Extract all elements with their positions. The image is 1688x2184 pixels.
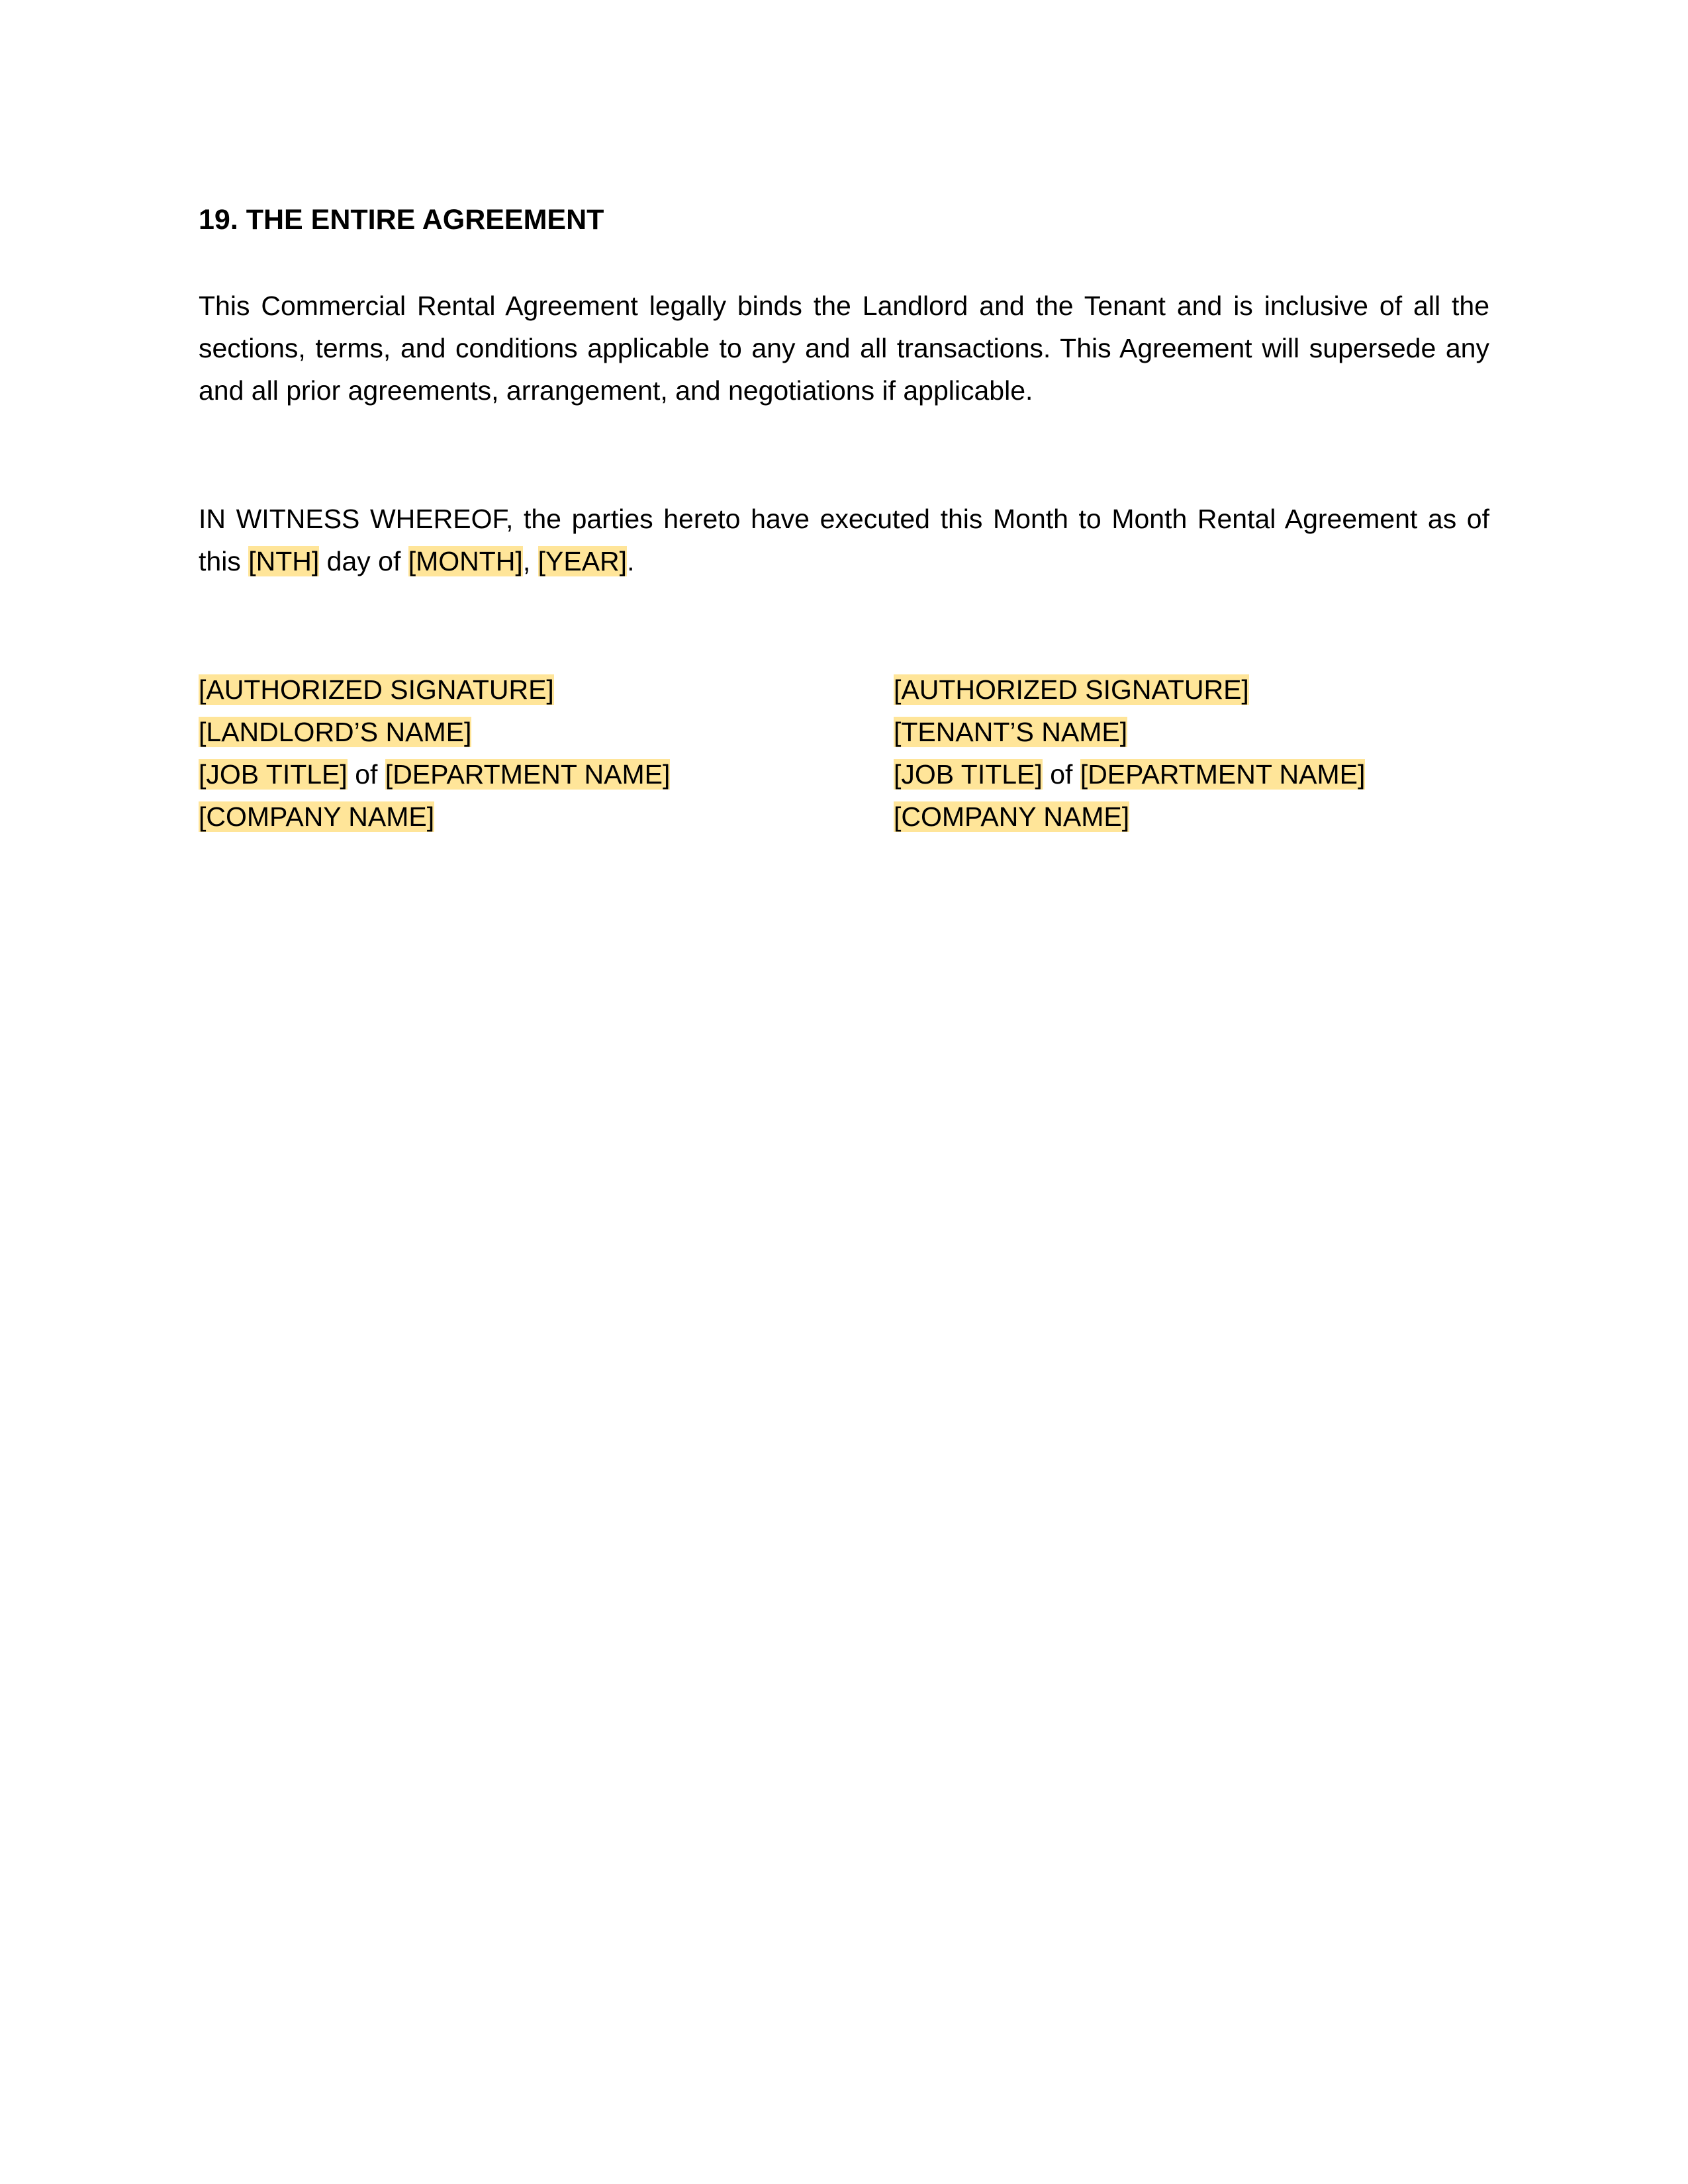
tenant-company-placeholder: [COMPANY NAME] bbox=[894, 801, 1130, 832]
tenant-department-placeholder: [DEPARTMENT NAME] bbox=[1080, 759, 1366, 790]
landlord-department-placeholder: [DEPARTMENT NAME] bbox=[385, 759, 671, 790]
landlord-company-line bbox=[199, 796, 670, 838]
entire-agreement-paragraph: This Commercial Rental Agreement legally binds the Landlord and the Tenant and is inclusive of all the sections, terms, and conditions applicable to any and all transactions. This Agreement will supersede any and all prior agreements, arrangement, and negotiations if applicable. bbox=[199, 291, 1489, 406]
witness-paragraph bbox=[199, 498, 1489, 582]
landlord-name-placeholder: [LANDLORD’S NAME] bbox=[199, 717, 472, 747]
tenant-signature-block bbox=[894, 668, 1365, 838]
landlord-of-text: of bbox=[347, 759, 385, 790]
tenant-name-placeholder: [TENANT’S NAME] bbox=[894, 717, 1128, 747]
section-heading: 19. THE ENTIRE AGREEMENT bbox=[199, 204, 604, 236]
month-placeholder: [MONTH] bbox=[408, 546, 523, 576]
witness-text: IN WITNESS WHEREOF, the parties hereto have executed this Month to Month Rental Agreement as of this bbox=[199, 504, 1489, 576]
tenant-signature-line bbox=[894, 668, 1365, 711]
tenant-name-line bbox=[894, 711, 1365, 753]
landlord-job-title-placeholder: [JOB TITLE] bbox=[199, 759, 348, 790]
landlord-signature-line bbox=[199, 668, 670, 711]
year-placeholder: [YEAR] bbox=[538, 546, 628, 576]
witness-text-end: . bbox=[627, 546, 635, 576]
landlord-name-line bbox=[199, 711, 670, 753]
tenant-job-title-placeholder: [JOB TITLE] bbox=[894, 759, 1043, 790]
witness-text-comma: , bbox=[522, 546, 538, 576]
landlord-signature-block bbox=[199, 668, 670, 838]
tenant-of-text: of bbox=[1042, 759, 1080, 790]
day-placeholder: [NTH] bbox=[248, 546, 320, 576]
landlord-company-placeholder: [COMPANY NAME] bbox=[199, 801, 435, 832]
witness-text-day-of: day of bbox=[319, 546, 408, 576]
tenant-title-line bbox=[894, 753, 1365, 796]
landlord-title-line bbox=[199, 753, 670, 796]
tenant-signature-placeholder: [AUTHORIZED SIGNATURE] bbox=[894, 674, 1249, 705]
landlord-signature-placeholder: [AUTHORIZED SIGNATURE] bbox=[199, 674, 554, 705]
tenant-company-line bbox=[894, 796, 1365, 838]
